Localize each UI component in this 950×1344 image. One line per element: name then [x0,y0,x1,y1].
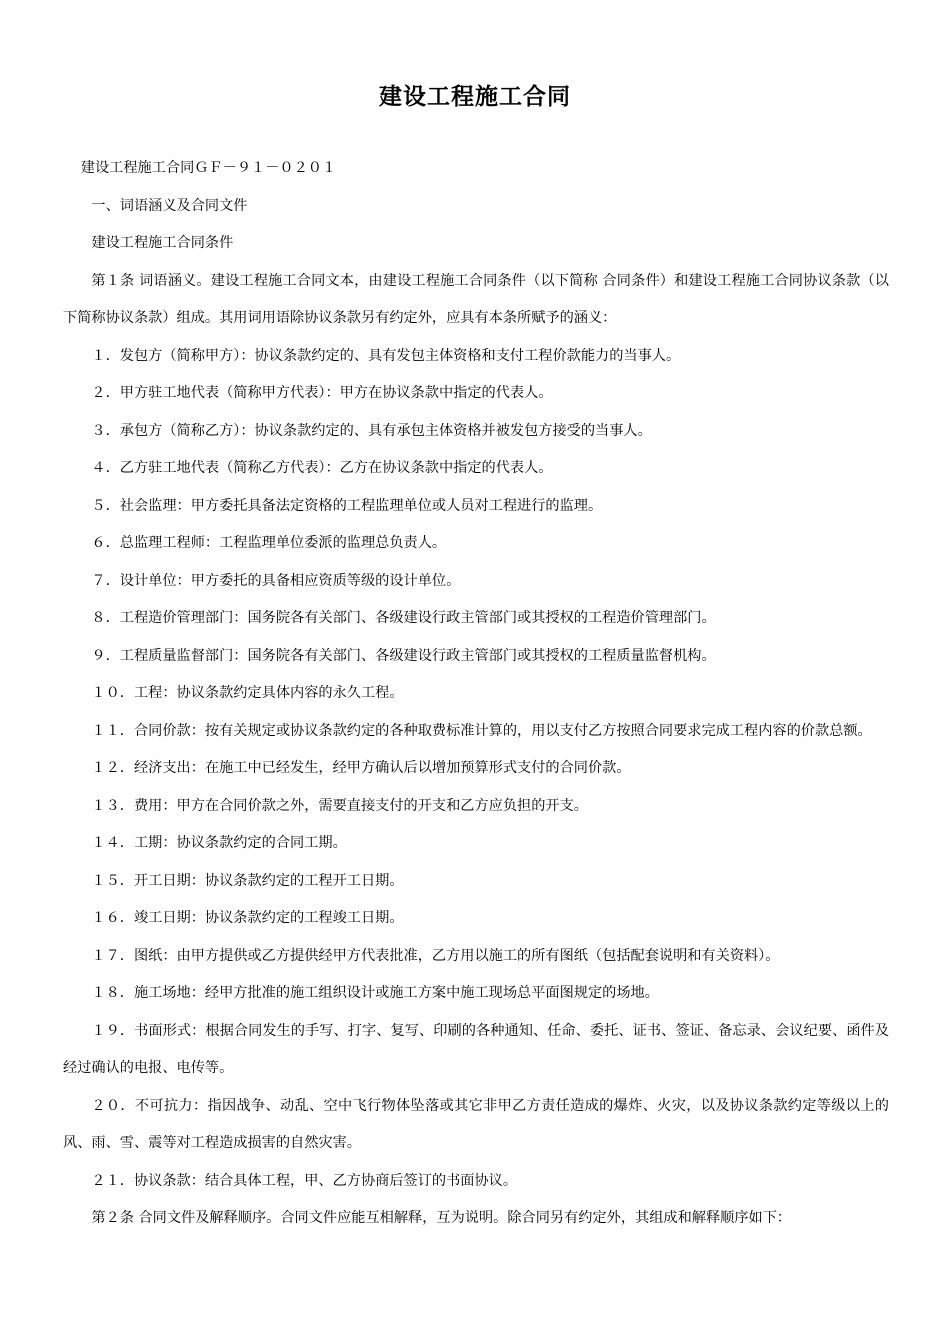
document-body [63,150,889,1238]
definition-item: １８．施工场地：经甲方批准的施工组织设计或施工方案中施工现场总平面图规定的场地。 [91,985,659,1001]
definition-item: １９．书面形式：根据合同发生的手写、打字、复写、印刷的各种通知、任命、委托、证书、签证、备忘录、会议纪要、函件及经过确认的电报、电传等。 [63,1022,889,1076]
definition-item: ５．社会监理：甲方委托具备法定资格的工程监理单位或人员对工程进行的监理。 [91,497,603,514]
document-title: 建设工程施工合同 [379,84,571,110]
definition-item: １２．经济支出：在施工中已经发生，经甲方确认后以增加预算形式支付的合同价款。 [91,760,631,776]
section-heading: 一、词语涵义及合同文件 [91,197,248,214]
definition-item: ２０．不可抗力：指因战争、动乱、空中飞行物体坠落或其它非甲乙方责任造成的爆炸、火灾，以及协议条款约定等级以上的风、雨、雪、震等对工程造成损害的自然灾害。 [63,1097,889,1151]
article-paragraph: 第２条 合同文件及解释顺序。合同文件应能互相解释，互为说明。除合同另有约定外，其组成和解释顺序如下： [91,1210,792,1226]
definition-item: １７．图纸：由甲方提供或乙方提供经甲方代表批准，乙方用以施工的所有图纸（包括配套说明和有关资料）。 [91,947,780,964]
definition-item: ６．总监理工程师：工程监理单位委派的监理总负责人。 [91,535,447,551]
contract-code: 建设工程施工合同ＧＦ－９１－０２０１ [80,160,337,176]
definition-item: １３．费用：甲方在合同价款之外，需要直接支付的开支和乙方应负担的开支。 [91,797,588,814]
article-paragraph: 第１条 词语涵义。建设工程施工合同文本，由建设工程施工合同条件（以下简称 合同条件）和建设工程施工合同协议条款（以下简称协议条款）组成。其用词用语除协议条款另有约定外，应具有本条所赋予的涵义： [63,272,889,326]
subsection-heading: 建设工程施工合同条件 [91,235,234,251]
definition-item: ３．承包方（简称乙方）：协议条款约定的、具有承包主体资格并被发包方接受的当事人。 [91,422,652,439]
definition-item: １．发包方（简称甲方）：协议条款约定的、具有发包主体资格和支付工程价款能力的当事人。 [91,347,681,364]
definition-item: １０．工程：协议条款约定具体内容的永久工程。 [91,685,404,701]
definition-item: １４．工期：协议条款约定的合同工期。 [91,835,347,851]
definition-item: １１．合同价款：按有关规定或协议条款约定的各种取费标准计算的，用以支付乙方按照合同要求完成工程内容的价款总额。 [91,722,872,739]
definition-item: １５．开工日期：协议条款约定的工程开工日期。 [91,872,404,889]
definition-item: ８．工程造价管理部门：国务院各有关部门、各级建设行政主管部门或其授权的工程造价管理部门。 [91,610,716,626]
definition-item: ２１．协议条款：结合具体工程，甲、乙方协商后签订的书面协议。 [91,1172,518,1189]
definition-item: ４．乙方驻工地代表（简称乙方代表）：乙方在协议条款中指定的代表人。 [91,460,553,476]
definition-item: １６．竣工日期：协议条款约定的工程竣工日期。 [91,910,404,926]
definition-item: ９．工程质量监督部门：国务院各有关部门、各级建设行政主管部门或其授权的工程质量监督机构。 [91,647,716,664]
definition-item: ２．甲方驻工地代表（简称甲方代表）：甲方在协议条款中指定的代表人。 [91,385,553,401]
definition-item: ７．设计单位：甲方委托的具备相应资质等级的设计单位。 [91,572,461,589]
